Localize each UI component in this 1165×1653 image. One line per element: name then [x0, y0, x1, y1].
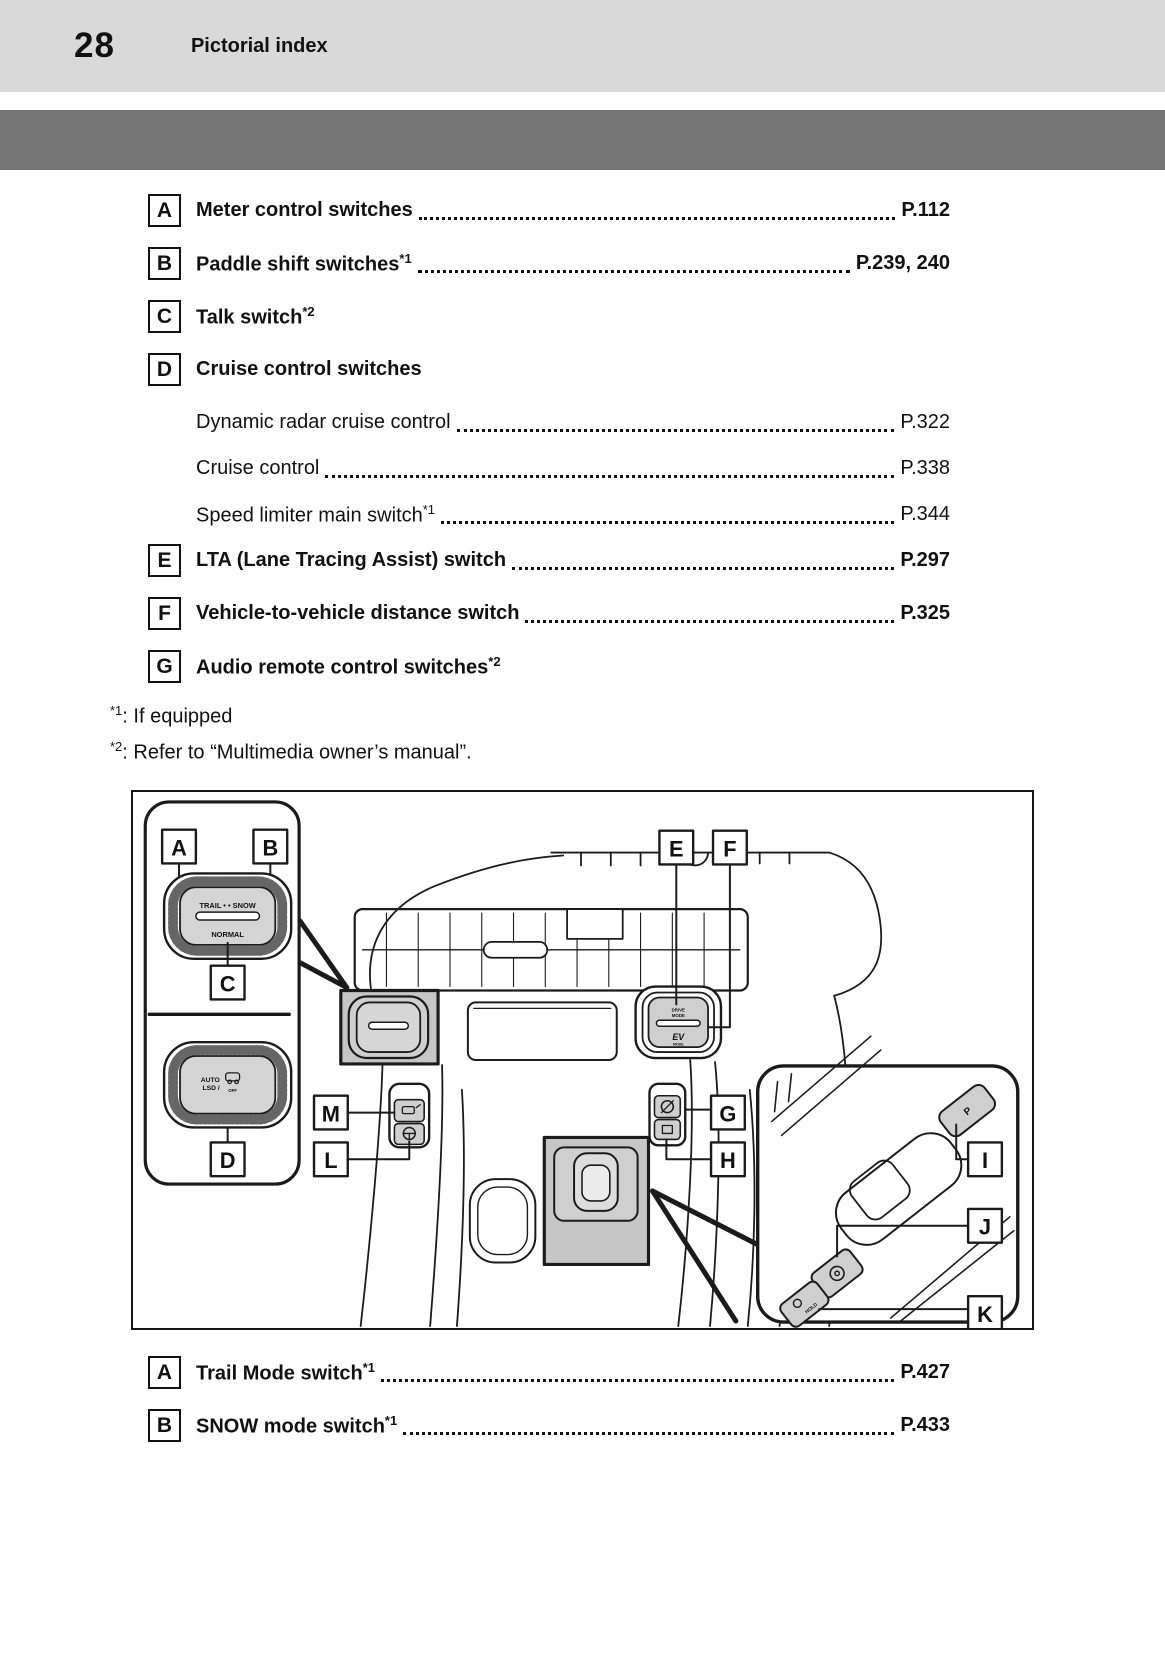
- footnote: $^{*1}$: If equipped: [110, 703, 233, 728]
- svg-text:L: L: [324, 1148, 338, 1174]
- svg-text:H: H: [720, 1148, 736, 1174]
- switch-title: SNOW mode switch$^{*1}$: [196, 1412, 398, 1438]
- switch-title: Paddle shift switches$^{*1}$: [196, 250, 412, 276]
- page-reference: P.112: [901, 199, 950, 221]
- parking-sensor-button: [654, 1120, 680, 1140]
- switch-title: Dynamic radar cruise control: [196, 411, 451, 433]
- callout-G: [685, 1096, 745, 1130]
- trail-mode-knob-highlight: [341, 991, 438, 1064]
- dotted-leader: [419, 217, 896, 220]
- svg-text:OFF: OFF: [228, 1088, 237, 1094]
- index-row: [148, 597, 950, 630]
- switch-title: Vehicle-to-vehicle distance switch: [196, 602, 520, 624]
- svg-text:F: F: [723, 836, 737, 862]
- index-row: [148, 650, 950, 683]
- callout-letter: A: [148, 1356, 181, 1389]
- chapter-band: [0, 110, 1165, 170]
- svg-text:D: D: [219, 1148, 236, 1174]
- index-list-top: [148, 194, 950, 683]
- svg-text:NORMAL: NORMAL: [211, 930, 244, 940]
- svg-text:G: G: [719, 1101, 737, 1127]
- dotted-leader: [457, 429, 895, 432]
- svg-text:J: J: [978, 1215, 992, 1241]
- svg-text:EV: EV: [672, 1032, 685, 1043]
- svg-text:P: P: [962, 1105, 975, 1119]
- svg-text:I: I: [981, 1148, 989, 1174]
- index-row: [148, 1409, 950, 1442]
- callout-M: [314, 1096, 394, 1130]
- svg-text:AUTO: AUTO: [200, 1077, 220, 1085]
- index-row: [148, 247, 950, 280]
- index-row: [148, 194, 950, 227]
- page-reference: P.344: [900, 503, 950, 525]
- left-pointer-wedge: [300, 921, 347, 988]
- index-row: [148, 406, 950, 439]
- callout-letter: C: [148, 300, 181, 333]
- index-row: [148, 353, 950, 386]
- svg-text:E: E: [669, 836, 684, 862]
- footnotes: [110, 703, 1165, 764]
- index-row: [148, 544, 950, 577]
- callout-letter: E: [148, 544, 181, 577]
- dotted-leader: [403, 1432, 894, 1435]
- callout-D: [211, 1128, 245, 1177]
- callout-letter: A: [148, 194, 181, 227]
- drive-ev-rocker: [636, 987, 721, 1058]
- svg-text:M: M: [321, 1101, 340, 1127]
- page-reference: P.322: [900, 411, 950, 433]
- switch-title: Trail Mode switch$^{*1}$: [196, 1359, 375, 1385]
- callout-E: [659, 831, 693, 1005]
- dotted-leader: [418, 270, 850, 273]
- svg-text:K: K: [977, 1302, 993, 1328]
- svg-text:LSD /: LSD /: [202, 1085, 220, 1093]
- page-reference: P.433: [900, 1414, 950, 1437]
- camera-sensor-switch: [650, 1084, 686, 1146]
- left-inset-panel: [145, 802, 299, 1184]
- page-reference: P.338: [900, 457, 950, 479]
- switch-title: Talk switch$^{*2}$: [196, 303, 315, 329]
- svg-text:TRAIL • • SNOW: TRAIL • • SNOW: [199, 901, 256, 911]
- switch-title: Cruise control: [196, 457, 320, 479]
- switch-title: Speed limiter main switch$^{*1}$: [196, 501, 436, 527]
- page-reference: P.427: [900, 1361, 950, 1384]
- svg-text:B: B: [262, 835, 279, 861]
- page-reference: P.325: [900, 602, 950, 624]
- right-pointer-wedge: [652, 1191, 757, 1321]
- switch-title: LTA (Lane Tracing Assist) switch: [196, 549, 507, 571]
- switch-title: Meter control switches: [196, 199, 413, 221]
- index-row: [148, 300, 950, 333]
- footnote: $^{*2}$: Refer to “Multimedia owner’s manual”.: [110, 738, 472, 764]
- mirror-fold-button: [394, 1100, 424, 1122]
- shifter-highlight: [544, 1138, 648, 1265]
- svg-text:HOLD: HOLD: [804, 1303, 819, 1316]
- svg-text:MODE: MODE: [672, 1042, 684, 1047]
- right-inset-panel: [758, 1036, 1018, 1328]
- page-number: 28: [74, 26, 115, 65]
- index-row: [148, 452, 950, 485]
- index-row: [148, 498, 950, 531]
- svg-text:A: A: [171, 835, 187, 861]
- dotted-leader: [381, 1379, 894, 1382]
- mirror-heater-switch: [389, 1084, 429, 1148]
- dotted-leader: [441, 521, 894, 524]
- svg-text:DRIVE: DRIVE: [671, 1007, 685, 1013]
- svg-text:MODE: MODE: [671, 1013, 685, 1019]
- page-header: [0, 0, 1165, 92]
- index-list-bottom: [148, 1356, 950, 1442]
- page-reference: P.239, 240: [855, 252, 950, 274]
- dotted-leader: [525, 620, 894, 623]
- dotted-leader: [512, 567, 894, 570]
- callout-letter: B: [148, 1409, 181, 1442]
- console-diagram: [131, 790, 1034, 1330]
- switch-title: Cruise control switches: [196, 358, 422, 380]
- section-title: Pictorial index: [190, 34, 328, 57]
- svg-text:C: C: [219, 971, 236, 997]
- auto-lsd-dial: [164, 1042, 291, 1127]
- callout-letter: G: [148, 650, 181, 683]
- index-row: [148, 1356, 950, 1389]
- switch-title: Audio remote control switches$^{*2}$: [196, 653, 501, 679]
- callout-letter: F: [148, 597, 181, 630]
- page-reference: P.297: [900, 549, 950, 571]
- callout-letter: B: [148, 247, 181, 280]
- dotted-leader: [325, 475, 894, 478]
- callout-letter: D: [148, 353, 181, 386]
